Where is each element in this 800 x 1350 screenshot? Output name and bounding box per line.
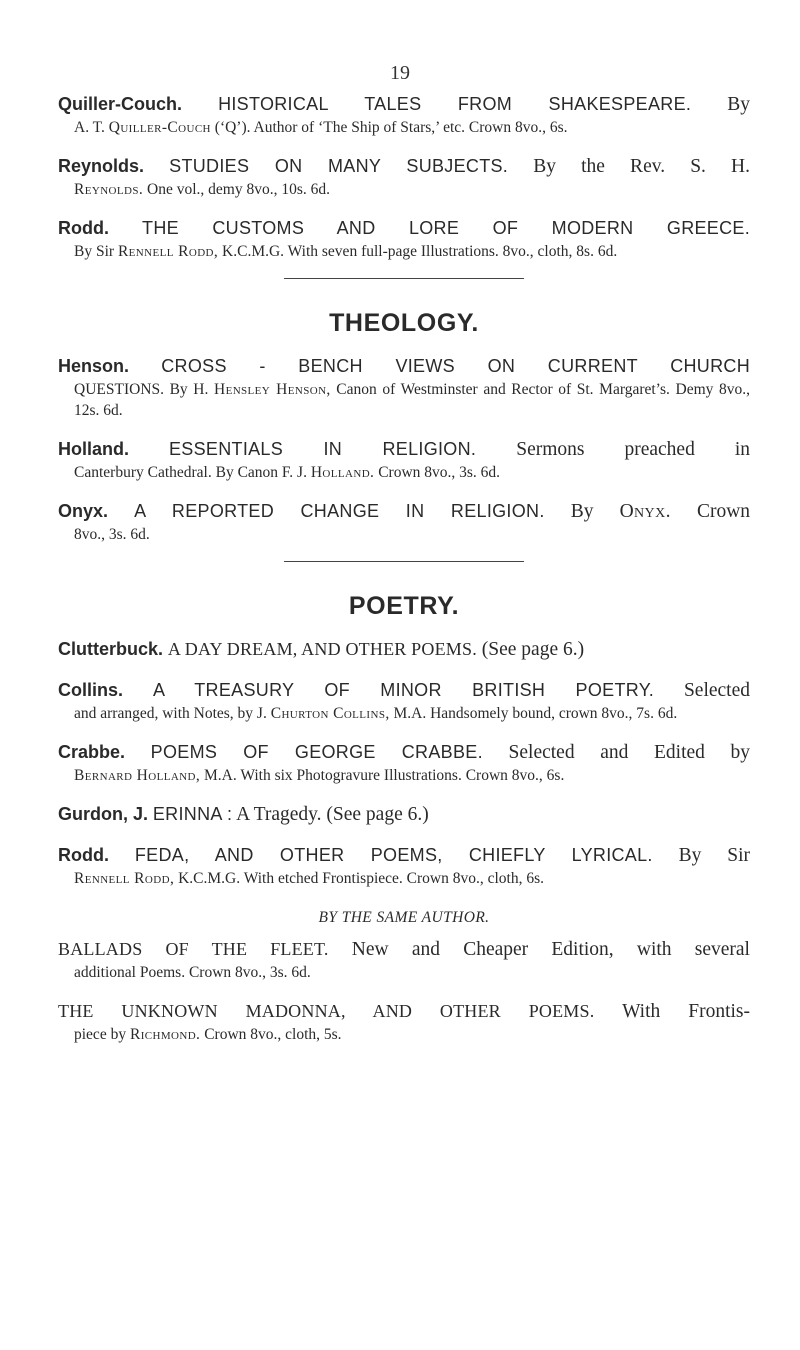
entry-byline: By Onyx. Crown (570, 501, 751, 522)
entry-byline: A Tragedy. (See page 6.) (236, 804, 429, 825)
entry-details: Canterbury Cathedral. By Canon F. J. Holland. Crown 8vo., 3s. 6d. (74, 464, 501, 481)
entry-details: and arranged, with Notes, by J. Churton Collins, M.A. Handsomely bound, crown 8vo., 7s. 6d. (74, 705, 678, 722)
entry-details: Bernard Holland, M.A. With six Photogravure Illustrations. Crown 8vo., 6s. (74, 767, 565, 784)
entry-details: piece by Richmond. Crown 8vo., cloth, 5s. (74, 1026, 342, 1043)
entry-quiller-couch (58, 92, 750, 138)
entry-details: Reynolds. One vol., demy 8vo., 10s. 6d. (74, 181, 331, 198)
entry-byline: Sermons preached in (516, 439, 750, 460)
entry-details: 8vo., 3s. 6d. (74, 526, 150, 543)
entry-title: ESSENTIALS IN RELIGION. (169, 439, 477, 459)
entry-byline: With Frontis- (622, 1001, 751, 1022)
catalogue-page (58, 92, 750, 1061)
entry-crabbe (58, 740, 750, 786)
entry-byline: Selected (683, 680, 751, 701)
entry-title: THE CUSTOMS AND LORE OF MODERN GREECE. (142, 218, 751, 238)
entry-byline: Selected and Edited by (508, 742, 751, 763)
entry-title: A DAY DREAM, AND OTHER POEMS. (167, 639, 477, 659)
entry-author: Onyx. (58, 501, 109, 521)
entry-title: STUDIES ON MANY SUBJECTS. (169, 156, 509, 176)
entry-details: Rennell Rodd, K.C.M.G. With etched Frontispiece. Crown 8vo., cloth, 6s. (74, 870, 544, 887)
entry-title: POEMS OF GEORGE CRABBE. (150, 742, 483, 762)
entry-byline: New and Cheaper Edition, with several (351, 939, 750, 960)
entry-author: Reynolds. (58, 156, 145, 176)
entry-author: Collins. (58, 680, 124, 700)
entry-holland-essentials (58, 437, 750, 483)
entry-author: Clutterbuck. (58, 639, 164, 659)
entry-title: THE UNKNOWN MADONNA, AND OTHER POEMS. (58, 1001, 595, 1021)
entry-byline: By (727, 94, 751, 115)
entry-title: HISTORICAL TALES FROM SHAKESPEARE. (218, 94, 692, 114)
section-divider (284, 278, 524, 279)
entry-title: FEDA, AND OTHER POEMS, CHIEFLY LYRICAL. (134, 845, 653, 865)
entry-author: Crabbe. (58, 742, 126, 762)
entry-title: CROSS - BENCH VIEWS ON CURRENT CHURCH (161, 356, 751, 376)
entry-details: By Sir Rennell Rodd, K.C.M.G. With seven full-page Illustrations. 8vo., cloth, 8s. 6d. (74, 243, 618, 260)
entry-title: A TREASURY OF MINOR BRITISH POETRY. (152, 680, 655, 700)
same-author-heading: BY THE SAME AUTHOR. (318, 909, 490, 926)
entry-onyx (58, 499, 750, 545)
section-heading-poetry: POETRY. (348, 592, 460, 620)
entry-clutterbuck (58, 637, 750, 662)
entry-ballads-of-the-fleet (58, 937, 750, 983)
entry-reynolds (58, 154, 750, 200)
entry-byline: (See page 6.) (481, 639, 585, 660)
entry-title: ERINNA : (152, 804, 233, 824)
entry-title: BALLADS OF THE FLEET. (58, 939, 329, 959)
entry-author: Holland. (58, 439, 129, 459)
entry-details: additional Poems. Crown 8vo., 3s. 6d. (74, 964, 311, 981)
entry-byline: By the Rev. S. H. (533, 156, 750, 177)
entry-rodd-customs (58, 216, 750, 262)
section-divider (284, 561, 524, 562)
entry-author: Rodd. (58, 218, 109, 238)
entry-collins (58, 678, 750, 724)
entry-details: A. T. Quiller-Couch (‘Q’). Author of ‘The Ship of Stars,’ etc. Crown 8vo., 6s. (74, 119, 568, 136)
entry-author: Rodd. (58, 845, 109, 865)
entry-byline: By Sir (678, 845, 751, 866)
entry-unknown-madonna (58, 999, 750, 1045)
entry-author: Quiller-Couch. (58, 94, 183, 114)
entry-author: Gurdon, J. (58, 804, 148, 824)
section-heading-theology: THEOLOGY. (329, 309, 479, 337)
entry-henson (58, 354, 750, 421)
entry-author: Henson. (58, 356, 130, 376)
page-number: 19 (390, 62, 410, 84)
entry-rodd-feda (58, 843, 750, 889)
entry-title: A REPORTED CHANGE IN RELIGION. (134, 501, 545, 521)
entry-details: QUESTIONS. By H. Hensley Henson, Canon of Westminster and Rector of St. Margaret’s. Demy 8vo., 12s. 6d. (74, 381, 750, 419)
entry-gurdon (58, 802, 750, 827)
